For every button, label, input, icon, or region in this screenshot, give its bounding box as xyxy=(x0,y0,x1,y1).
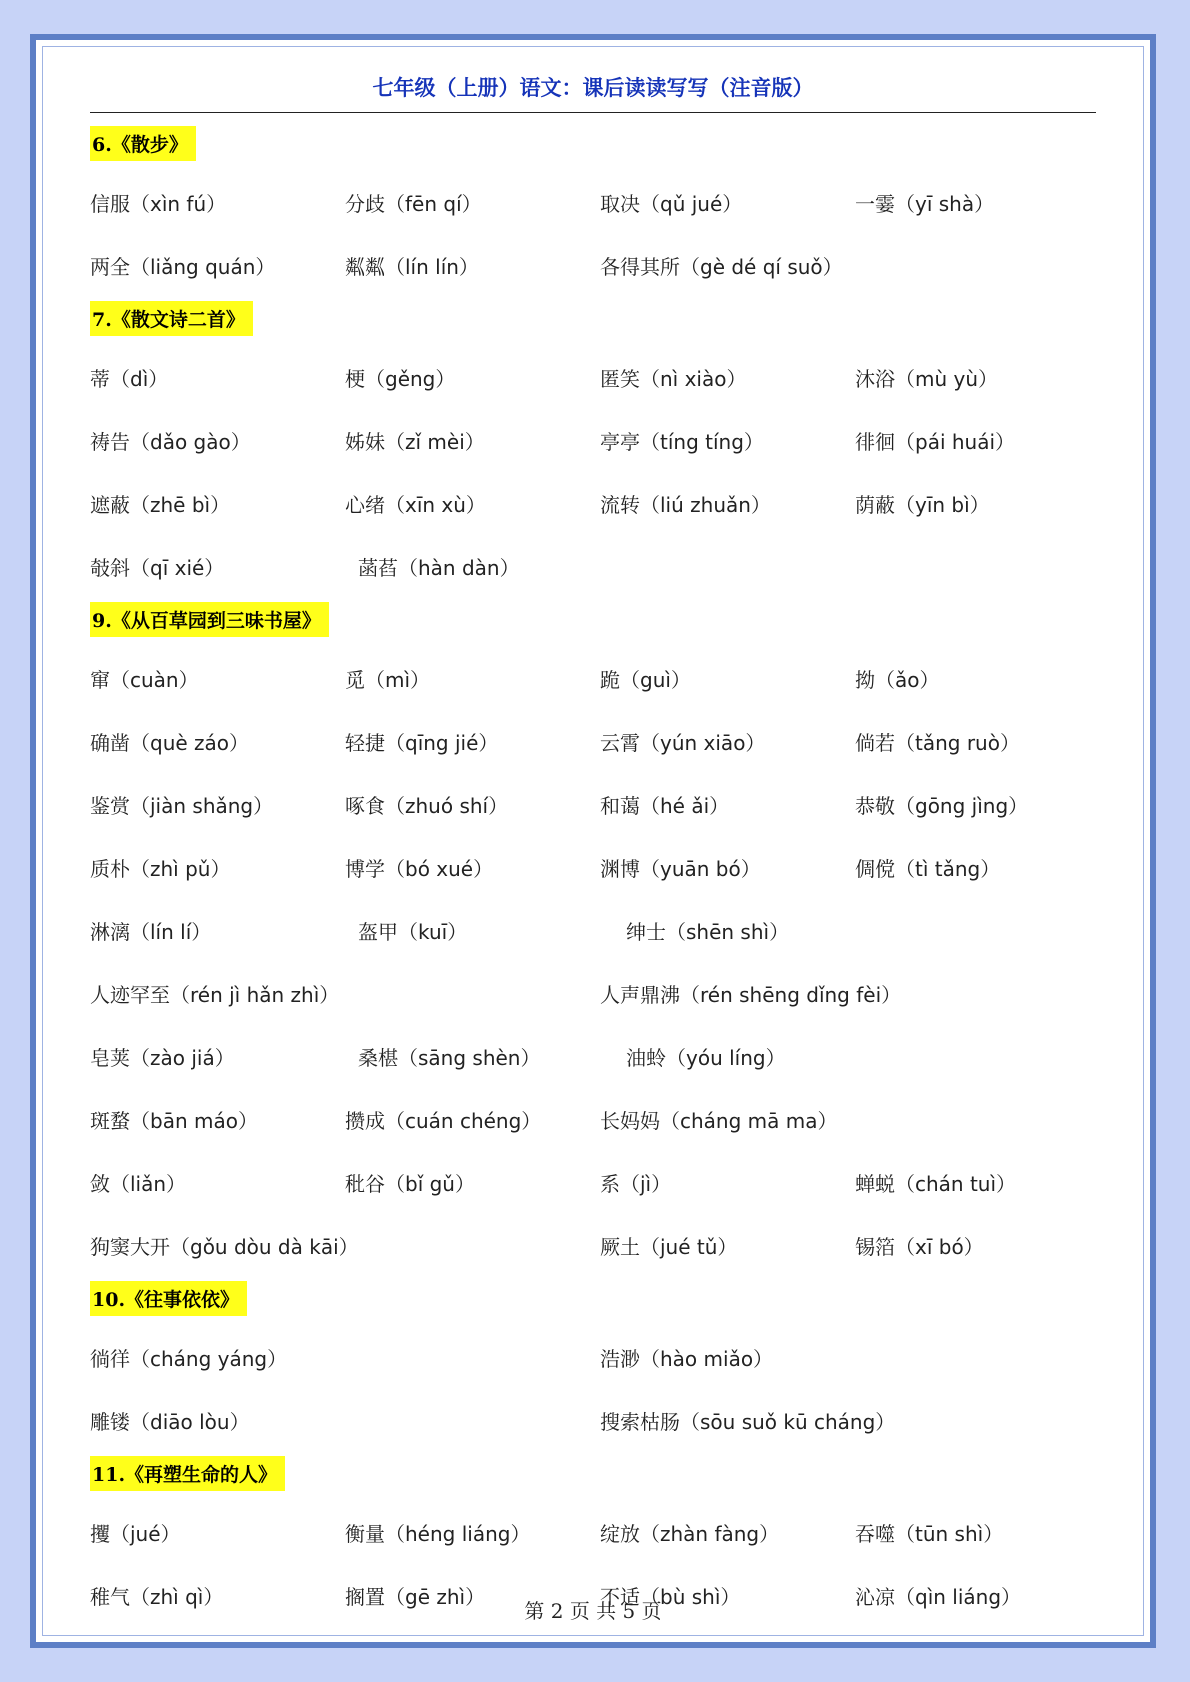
vocab-item: 窜（cuàn） xyxy=(90,668,199,692)
vocab-item: 质朴（zhì pǔ） xyxy=(90,857,231,881)
vocab-item: 觅（mì） xyxy=(345,668,431,692)
section-title: 6.《散步》 xyxy=(90,126,196,161)
section-block xyxy=(90,122,1110,297)
header-divider xyxy=(90,112,1096,113)
vocab-item: 梗（gěng） xyxy=(345,367,456,391)
vocab-item: 徜徉（cháng yáng） xyxy=(90,1347,288,1371)
vocab-item: 倘若（tǎng ruò） xyxy=(855,731,1020,755)
vocab-item: 秕谷（bǐ gǔ） xyxy=(345,1172,475,1196)
section-title: 11.《再塑生命的人》 xyxy=(90,1456,285,1491)
vocab-row xyxy=(90,409,1110,472)
section-title: 9.《从百草园到三味书屋》 xyxy=(90,602,329,637)
section-title: 10.《往事依依》 xyxy=(90,1281,247,1316)
vocab-item: 蝉蜕（chán tuì） xyxy=(855,1172,1017,1196)
vocab-item: 心绪（xīn xù） xyxy=(345,493,486,517)
page-footer: 第 2 页 共 5 页 xyxy=(524,1599,662,1623)
section-block xyxy=(90,598,1110,1277)
vocab-item: 吞噬（tūn shì） xyxy=(855,1522,1004,1546)
vocab-item: 淋漓（lín lí） xyxy=(90,920,212,944)
vocab-item: 啄食（zhuó shí） xyxy=(345,794,509,818)
vocab-row xyxy=(90,234,1110,297)
vocab-item: 荫蔽（yīn bì） xyxy=(855,493,990,517)
vocab-content xyxy=(90,122,1110,1627)
vocab-row xyxy=(90,171,1110,234)
vocab-item: 厥土（jué tǔ） xyxy=(600,1235,738,1259)
vocab-item: 跪（guì） xyxy=(600,668,691,692)
vocab-item: 倜傥（tì tǎng） xyxy=(855,857,1001,881)
vocab-item: 盔甲（kuī） xyxy=(358,920,468,944)
vocab-item: 确凿（què záo） xyxy=(90,731,250,755)
vocab-item: 不适（bù shì） xyxy=(600,1585,741,1609)
vocab-item: 人声鼎沸（rén shēng dǐng fèi） xyxy=(600,983,902,1007)
page-frame xyxy=(30,34,1156,1648)
vocab-item: 鉴赏（jiàn shǎng） xyxy=(90,794,274,818)
vocab-item: 轻捷（qīng jié） xyxy=(345,731,499,755)
section-block xyxy=(90,297,1110,598)
page-title: 七年级（上册）语文：课后读读写写（注音版） xyxy=(372,76,814,100)
vocab-item: 拗（ǎo） xyxy=(855,668,940,692)
vocab-item: 粼粼（lín lín） xyxy=(345,255,479,279)
vocab-item: 姊妹（zǐ mèi） xyxy=(345,430,485,454)
vocab-item: 遮蔽（zhē bì） xyxy=(90,493,231,517)
vocab-item: 搁置（gē zhì） xyxy=(345,1585,486,1609)
vocab-item: 皂荚（zào jiá） xyxy=(90,1046,235,1070)
vocab-item: 衡量（héng liáng） xyxy=(345,1522,531,1546)
section-title: 7.《散文诗二首》 xyxy=(90,301,253,336)
vocab-item: 和蔼（hé ǎi） xyxy=(600,794,730,818)
vocab-item: 攲斜（qī xié） xyxy=(90,556,225,580)
vocab-item: 锡箔（xī bó） xyxy=(855,1235,984,1259)
vocab-item: 绽放（zhàn fàng） xyxy=(600,1522,780,1546)
vocab-row xyxy=(90,1025,1110,1088)
vocab-row xyxy=(90,1088,1110,1151)
vocab-item: 博学（bó xué） xyxy=(345,857,494,881)
vocab-item: 桑椹（sāng shèn） xyxy=(358,1046,541,1070)
vocab-item: 亭亭（tíng tíng） xyxy=(600,430,764,454)
vocab-item: 沁凉（qìn liáng） xyxy=(855,1585,1022,1609)
vocab-item: 信服（xìn fú） xyxy=(90,192,227,216)
vocab-row xyxy=(90,472,1110,535)
section-block xyxy=(90,1277,1110,1452)
vocab-item: 长妈妈（cháng mā ma） xyxy=(600,1109,838,1133)
vocab-item: 人迹罕至（rén jì hǎn zhì） xyxy=(90,983,340,1007)
vocab-item: 匿笑（nì xiào） xyxy=(600,367,747,391)
vocab-item: 油蛉（yóu líng） xyxy=(626,1046,786,1070)
vocab-item: 绅士（shēn shì） xyxy=(626,920,790,944)
vocab-row xyxy=(90,535,1110,598)
vocab-row xyxy=(90,647,1110,710)
vocab-item: 狗窦大开（gǒu dòu dà kāi） xyxy=(90,1235,359,1259)
vocab-item: 徘徊（pái huái） xyxy=(855,430,1016,454)
vocab-item: 两全（liǎng quán） xyxy=(90,255,276,279)
vocab-item: 流转（liú zhuǎn） xyxy=(600,493,771,517)
vocab-item: 搜索枯肠（sōu suǒ kū cháng） xyxy=(600,1410,896,1434)
vocab-item: 沐浴（mù yù） xyxy=(855,367,999,391)
vocab-item: 攫（jué） xyxy=(90,1522,181,1546)
vocab-item: 祷告（dǎo gào） xyxy=(90,430,251,454)
vocab-item: 雕镂（diāo lòu） xyxy=(90,1410,250,1434)
vocab-item: 蒂（dì） xyxy=(90,367,169,391)
vocab-row xyxy=(90,1501,1110,1564)
vocab-item: 敛（liǎn） xyxy=(90,1172,187,1196)
vocab-item: 斑蝥（bān máo） xyxy=(90,1109,258,1133)
vocab-row xyxy=(90,1214,1110,1277)
vocab-row xyxy=(90,1389,1110,1452)
vocab-item: 菡萏（hàn dàn） xyxy=(358,556,520,580)
vocab-item: 各得其所（gè dé qí suǒ） xyxy=(600,255,843,279)
vocab-row xyxy=(90,710,1110,773)
vocab-row xyxy=(90,346,1110,409)
vocab-item: 一霎（yī shà） xyxy=(855,192,995,216)
vocab-item: 稚气（zhì qì） xyxy=(90,1585,224,1609)
vocab-row xyxy=(90,773,1110,836)
vocab-item: 攒成（cuán chéng） xyxy=(345,1109,542,1133)
vocab-row xyxy=(90,899,1110,962)
vocab-item: 云霄（yún xiāo） xyxy=(600,731,766,755)
vocab-item: 渊博（yuān bó） xyxy=(600,857,761,881)
vocab-item: 浩渺（hào miǎo） xyxy=(600,1347,774,1371)
vocab-row xyxy=(90,836,1110,899)
vocab-row xyxy=(90,1151,1110,1214)
vocab-item: 取决（qǔ jué） xyxy=(600,192,743,216)
vocab-item: 恭敬（gōng jìng） xyxy=(855,794,1029,818)
vocab-item: 分歧（fēn qí） xyxy=(345,192,482,216)
vocab-item: 系（jì） xyxy=(600,1172,672,1196)
vocab-row xyxy=(90,1326,1110,1389)
vocab-row xyxy=(90,962,1110,1025)
